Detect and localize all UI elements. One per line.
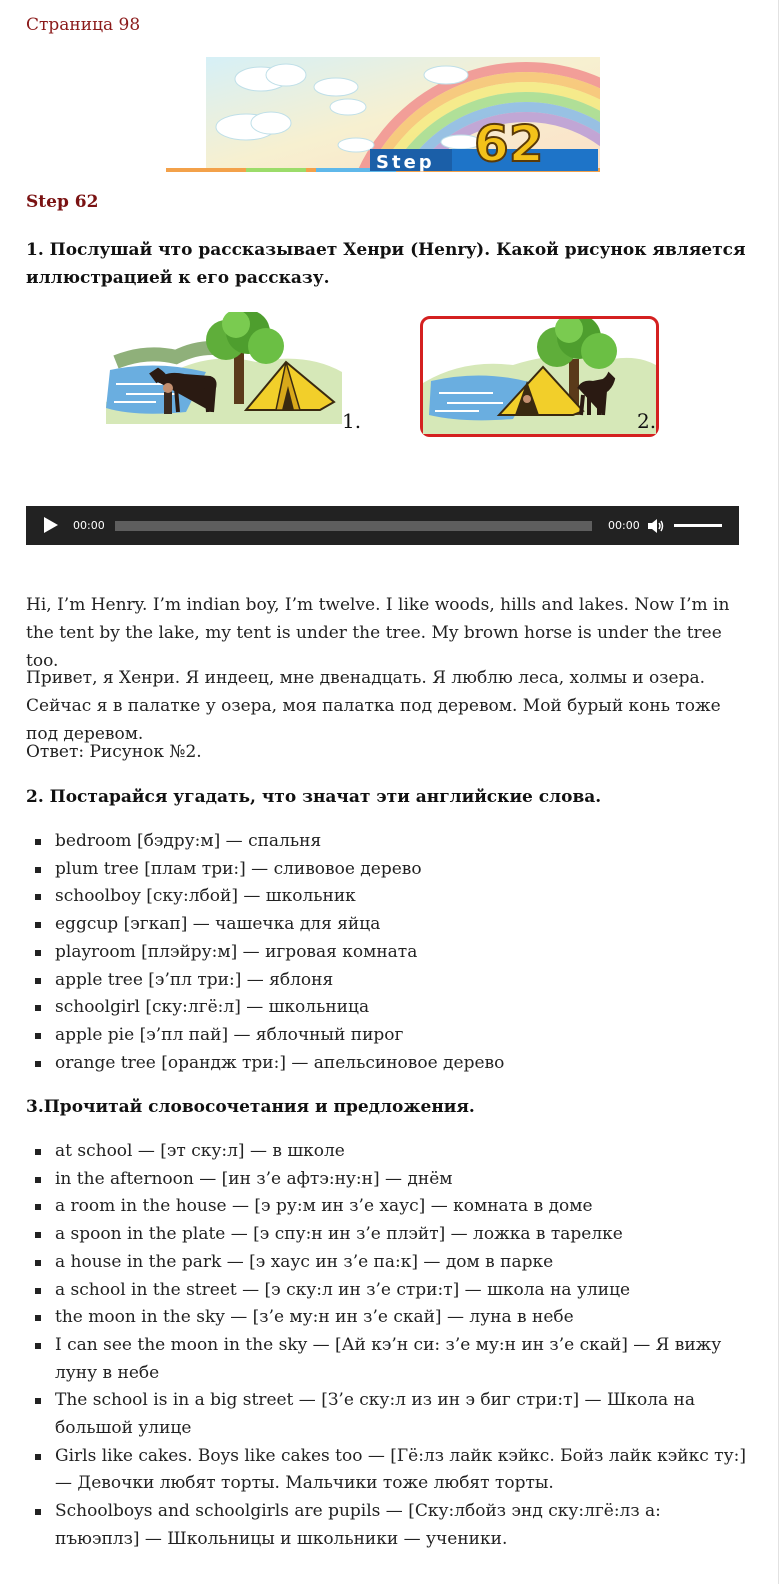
- illustration-1-label: 1.: [342, 409, 362, 433]
- banner-step-number: 62: [474, 115, 544, 172]
- list-item: bedroom [бэдру:м] — спальня: [26, 828, 746, 856]
- progress-rail[interactable]: [115, 521, 592, 531]
- list-item: a house in the park — [э хаус ин з’е па:к] — дом в парке: [26, 1249, 746, 1277]
- rainbow-banner-image: [166, 57, 600, 172]
- volume-icon[interactable]: [647, 517, 665, 535]
- text-english: Hi, I’m Henry. I’m indian boy, I’m twelve. I like woods, hills and lakes. Now I’m in the tent by the lake, my tent is under the tree. My brown horse is under the tree too.: [26, 595, 730, 671]
- text-russian: Привет, я Хенри. Я индеец, мне двенадцать. Я люблю леса, холмы и озера. Сейчас я в палатке у озера, моя палатка под деревом. Мой бурый конь тоже под деревом.: [26, 668, 721, 744]
- task3-phrase-list: [26, 1138, 746, 1554]
- volume-slider[interactable]: [674, 524, 722, 527]
- task1-heading: 1. Послушай что рассказывает Хенри (Henry). Какой рисунок является иллюстрацией к его рассказу.: [26, 240, 746, 288]
- list-item: at school — [эт ску:л] — в школе: [26, 1138, 746, 1166]
- list-item: I can see the moon in the sky — [Ай кэ’н си: з’е му:н ин з’е скай] — Я вижу луну в небе: [26, 1332, 746, 1387]
- illustration-1: [106, 312, 362, 433]
- list-item: a spoon in the plate — [э спу:н ин з’е плэйт] — ложка в тарелке: [26, 1221, 746, 1249]
- list-item: in the afternoon — [ин з’е афтэ:ну:н] — днём: [26, 1166, 746, 1194]
- current-time: 00:00: [73, 519, 105, 532]
- list-item: orange tree [орандж три:] — апельсиновое дерево: [26, 1050, 746, 1078]
- task3-heading: 3.Прочитай словосочетания и предложения.: [26, 1097, 475, 1117]
- list-item: apple tree [э’пл три:] — яблоня: [26, 967, 746, 995]
- list-item: the moon in the sky — [з’е му:н ин з’е скай] — луна в небе: [26, 1304, 746, 1332]
- task2-heading: 2. Постарайся угадать, что значат эти английские слова.: [26, 787, 602, 807]
- list-item: plum tree [плам три:] — сливовое дерево: [26, 856, 746, 884]
- list-item: a room in the house — [э ру:м ин з’е хаус] — комната в доме: [26, 1193, 746, 1221]
- content-border: [778, 0, 779, 1584]
- illustration-2-selected: [420, 316, 659, 437]
- list-item: Girls like cakes. Boys like cakes too — [Гё:лз лайк кэйкс. Бойз лайк кэйкс ту:] — Девочки любят торты. Мальчики тоже любят торты.: [26, 1443, 746, 1498]
- list-item: a school in the street — [э ску:л ин з’е стри:т] — школа на улице: [26, 1277, 746, 1305]
- list-item: schoolgirl [ску:лгё:л] — школьница: [26, 994, 746, 1022]
- list-item: The school is in a big street — [З’е ску:л из ин э биг стри:т] — Школа на большой улице: [26, 1387, 746, 1442]
- audio-player: [26, 506, 739, 545]
- list-item: schoolboy [ску:лбой] — школьник: [26, 883, 746, 911]
- step-heading: Step 62: [26, 192, 99, 212]
- play-button[interactable]: [44, 517, 58, 533]
- list-item: Schoolboys and schoolgirls are pupils — [Ску:лбойз энд ску:лгё:лз а: пъюэплз] — Школьницы и школьники — ученики.: [26, 1498, 746, 1553]
- banner-step-word: Step: [376, 152, 435, 172]
- duration-time: 00:00: [608, 519, 640, 532]
- page-label: Страница 98: [26, 15, 141, 35]
- task2-word-list: [26, 828, 746, 1077]
- answer-text: Ответ: Рисунок №2.: [26, 742, 202, 762]
- illustration-2-label: 2.: [637, 409, 657, 433]
- list-item: playroom [плэйру:м] — игровая комната: [26, 939, 746, 967]
- step-banner: [166, 57, 600, 172]
- list-item: eggcup [эгкап] — чашечка для яйца: [26, 911, 746, 939]
- list-item: apple pie [э’пл пай] — яблочный пирог: [26, 1022, 746, 1050]
